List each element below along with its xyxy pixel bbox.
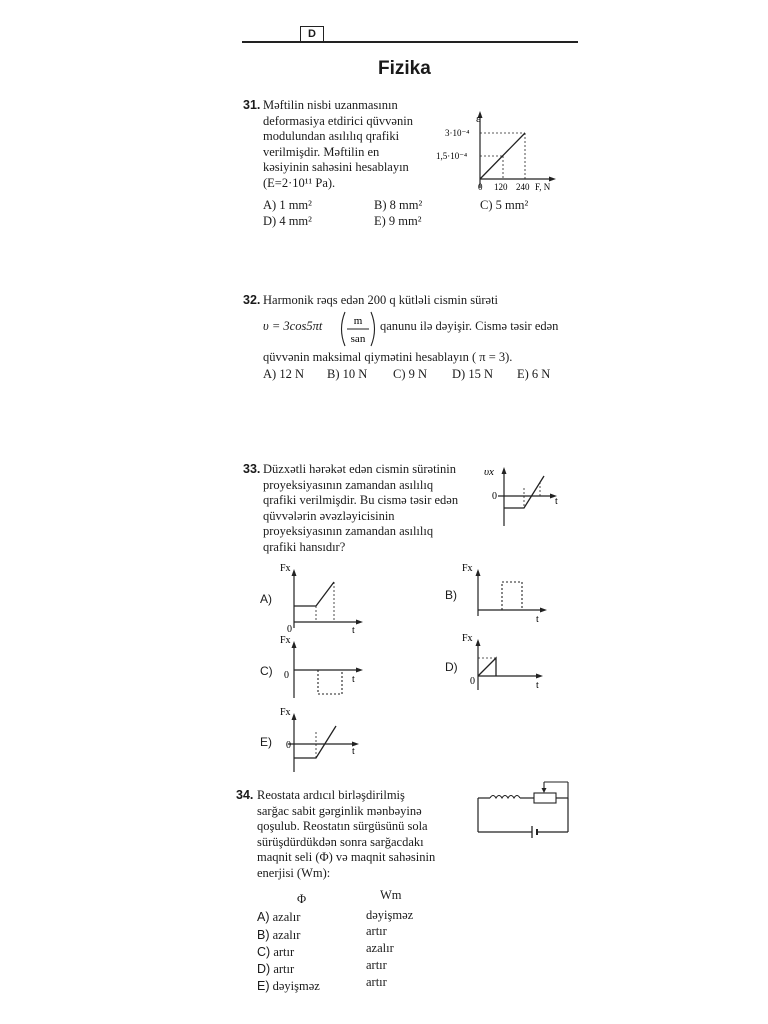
q34-line: sarğac sabit gərginlik mənbəyinə — [257, 803, 422, 818]
q32-formula: υ = 3cos5πt — [263, 319, 323, 333]
q32-option-e[interactable]: E) 6 N — [517, 367, 551, 381]
q31-line: deformasiya etdirici qüvvənin — [263, 113, 413, 128]
q32-line2: qanunu ilə dəyişir. Cismə təsir edən — [380, 319, 559, 333]
q33-line: qrafiki verilmişdir. Bu cismə təsir edən — [263, 493, 459, 508]
q34-option-b[interactable] — [257, 927, 300, 943]
q33-e-axis-t: t — [352, 746, 355, 757]
q34-option-e[interactable] — [257, 978, 320, 994]
q31-line: (E=2·10¹¹ Pa). — [263, 175, 336, 190]
q34-line: Reostata ardıcıl birləşdirilmiş — [257, 788, 405, 802]
q33-graph-zero: 0 — [492, 491, 497, 502]
q33-b-axis-t: t — [536, 614, 539, 625]
q34-text — [257, 788, 477, 882]
q33-a-axis-zero: 0 — [287, 624, 292, 635]
q34-line: qoşulub. Reostatın sürgüsünü sola — [257, 819, 428, 834]
q34-option-c[interactable] — [257, 944, 294, 960]
q34-option-phi: artır — [273, 945, 295, 959]
q34-option-c-w: azalır — [366, 941, 394, 955]
q34-option-phi: artır — [273, 962, 295, 976]
q34-option-label: E) — [257, 979, 270, 993]
q33-d-axis-zero: 0 — [470, 676, 475, 687]
header-rule — [242, 41, 578, 43]
q31-graph-yaxis: ε — [476, 113, 481, 125]
q33-d-axis-f: Fx — [462, 633, 473, 644]
q34-option-a[interactable] — [257, 909, 300, 925]
q33-option-c-graph[interactable] — [272, 632, 372, 702]
q34-option-label: C) — [257, 945, 271, 959]
q33-graph-y: υx — [484, 466, 494, 478]
q31-option-e[interactable]: E) 9 mm² — [374, 214, 422, 228]
q31-line: modulundan asılılıq qrafiki — [263, 129, 400, 144]
q33-option-b-graph[interactable] — [456, 560, 556, 626]
q31-text — [263, 98, 453, 192]
q34-number: 34. — [236, 788, 254, 802]
q31-graph-y1: 3·10⁻⁴ — [445, 128, 470, 138]
q33-option-d-graph[interactable] — [456, 628, 556, 694]
q33-option-c-label[interactable]: C) — [260, 664, 273, 678]
q31-graph-xaxis: F, N — [535, 182, 551, 192]
q34-option-d[interactable] — [257, 961, 294, 977]
q33-c-axis-f: Fx — [280, 635, 291, 646]
q33-option-a-label[interactable]: A) — [260, 592, 272, 606]
q33-velocity-graph — [482, 460, 562, 530]
q34-line: sürüşdürdükdən sonra sarğacdakı — [257, 834, 424, 849]
q33-e-axis-zero: 0 — [286, 740, 291, 751]
q32-unit-den: san — [350, 333, 366, 345]
q33-graph-t: t — [555, 496, 558, 507]
q31-graph — [428, 108, 563, 193]
q34-option-d-w: artır — [366, 958, 387, 972]
q34-line: enerjisi (Wm): — [257, 865, 331, 880]
q31-line: verilmişdir. Məftilin en — [263, 144, 380, 159]
q33-line: proyeksiyasının zamandan asılılıq — [263, 524, 434, 539]
q31-option-a[interactable]: A) 1 mm² — [263, 198, 312, 212]
q34-option-phi: azalır — [272, 910, 301, 924]
q32-option-d[interactable]: D) 15 N — [452, 367, 493, 381]
q31-number: 31. — [243, 98, 261, 112]
q31-graph-x0: 0 — [478, 182, 483, 192]
q32-option-c[interactable]: C) 9 N — [393, 367, 428, 381]
q33-option-b-label[interactable]: B) — [445, 588, 457, 602]
q33-text — [263, 462, 483, 556]
q32-unit-num: m — [353, 315, 363, 327]
q33-d-axis-t: t — [536, 680, 539, 691]
q34-col-phi: Φ — [297, 892, 307, 906]
q33-line: Düzxətli hərəkət edən cismin sürətinin — [263, 462, 456, 476]
q32-line1: Harmonik rəqs edən 200 q kütləli cismin sürəti — [263, 293, 499, 307]
q33-line: qrafiki hansıdır? — [263, 539, 346, 554]
q31-line: Məftilin nisbi uzanmasının — [263, 98, 398, 112]
q31-graph-y2: 1,5·10⁻⁴ — [436, 151, 468, 161]
q33-line: qüvvələrin əvəzləyicisinin — [263, 508, 395, 523]
q32-line3: qüvvənin maksimal qiymətini hesablayın ( π = 3). — [263, 350, 513, 364]
q32-unit-fraction — [337, 309, 379, 349]
q34-option-a-w: dəyişməz — [366, 908, 414, 922]
q31-graph-x1: 120 — [494, 182, 508, 192]
q33-c-axis-zero: 0 — [284, 670, 289, 681]
q33-a-axis-t: t — [352, 625, 355, 636]
q33-option-e-graph[interactable] — [272, 702, 372, 776]
q31-option-b[interactable]: B) 8 mm² — [374, 198, 423, 212]
q34-option-e-w: artır — [366, 975, 387, 989]
q34-option-b-w: artır — [366, 924, 387, 938]
q33-option-d-label[interactable]: D) — [445, 660, 458, 674]
q34-circuit-diagram — [474, 776, 574, 838]
q32-option-b[interactable]: B) 10 N — [327, 367, 368, 381]
q34-option-phi: azalır — [272, 928, 301, 942]
q33-c-axis-t: t — [352, 674, 355, 685]
q33-b-axis-f: Fx — [462, 563, 473, 574]
q32-number: 32. — [243, 293, 261, 307]
q34-option-label: A) — [257, 910, 270, 924]
q33-a-axis-f: Fx — [280, 563, 291, 574]
q33-option-e-label[interactable]: E) — [260, 735, 272, 749]
q32-option-a[interactable]: A) 12 N — [263, 367, 304, 381]
q33-number: 33. — [243, 462, 261, 476]
q31-option-c[interactable]: C) 5 mm² — [480, 198, 529, 212]
q31-graph-x2: 240 — [516, 182, 530, 192]
q34-option-label: D) — [257, 962, 271, 976]
q34-col-w: Wm — [380, 888, 402, 902]
q33-e-axis-f: Fx — [280, 707, 291, 718]
q34-line: maqnit seli (Φ) və maqnit sahəsinin — [257, 850, 436, 865]
variant-badge: D — [300, 26, 324, 43]
q31-option-d[interactable]: D) 4 mm² — [263, 214, 312, 228]
q31-line: kəsiyinin sahəsini hesablayın — [263, 160, 409, 175]
q34-option-phi: dəyişməz — [272, 979, 320, 993]
q34-option-label: B) — [257, 928, 270, 942]
q33-line: proyeksiyasının zamandan asılılıq — [263, 477, 434, 492]
subject-title: Fizika — [378, 58, 431, 79]
q33-option-a-graph[interactable] — [272, 560, 372, 638]
